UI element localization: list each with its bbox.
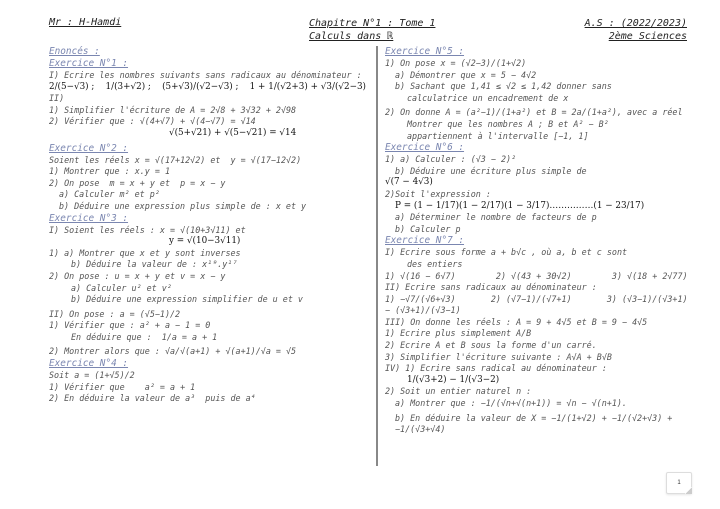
chapter-subtitle: Calculs dans ℝ	[309, 31, 394, 42]
ex3-line: 2) Montrer alors que : √a/√(a+1) + √(a+1)/√a = √5	[49, 346, 297, 357]
ex6-line: P = (1 − 1/17)(1 − 2/17)(1 − 3/17)……………(1 − 23/17)	[395, 200, 645, 211]
right-column	[385, 46, 695, 436]
ex7-line: 1/(√3+2) − 1/(√3−2)	[407, 374, 500, 385]
ex3-line: 2) On pose : u = x + y et v = x − y	[49, 270, 226, 281]
ex1-line: 2/(5−√3) ; 1/(3+√2) ; (5+√3)/(√2−√3) ; 1 + 1/(√2+3) + √3/(√2−3)	[49, 81, 366, 92]
ex7-line: a) Montrer que : −1/(√n+√(n+1)) = √n − √(n+1).	[395, 398, 627, 409]
ex2-line: 1) Montrer que : x.y = 1	[49, 166, 171, 177]
ex3-line: I) Soient les réels : x = √(10+3√11) et	[49, 224, 246, 235]
ex6-line: √(7 − 4√3)	[385, 177, 433, 188]
ex5-line: 2) On donne A = (a²−1)/(1+a²) et B = 2a/(1+a²), avec a réel	[385, 107, 683, 118]
ex6-line: a) Déterminer le nombre de facteurs de p	[395, 212, 597, 223]
ex7-line: 2) Soit un entier naturel n :	[385, 386, 532, 397]
ex5-line: Montrer que les nombres A ; B et A² − B²	[407, 118, 609, 129]
ex3-line: b) Déduire une expression simplifier de u et v	[71, 294, 303, 305]
ex1-line: √(5+√21) + √(5−√21) = √14	[169, 127, 297, 138]
ex5-line: b) Sachant que 1,41 ≤ √2 ≤ 1,42 donner sans	[395, 81, 612, 92]
ex7-line: b) En déduire la valeur de X = −1/(1+√2) + −1/(√2+√3) + −1/(√3+√4)	[395, 412, 678, 435]
exercise-6-title: Exercice N°6 :	[385, 142, 465, 154]
ex7-line: I) Ecrire sous forme a + b√c , où a, b et c sont	[385, 247, 628, 258]
ex6-line: b) Calculer p	[395, 223, 461, 234]
ex3-line: En déduire que : 1/a = a + 1	[71, 331, 218, 342]
ex2-line: b) Déduire une expression plus simple de : x et y	[59, 200, 307, 211]
ex2-line: Soient les réels x = √(17+12√2) et y = √(17−12√2)	[49, 154, 302, 165]
enonces-heading: Enoncés :	[49, 46, 100, 57]
ex3-line: 1) a) Montrer que x et y sont inverses	[49, 247, 241, 258]
ex4-line: 1) Vérifier que a² = a + 1	[49, 381, 196, 392]
exercise-7-title: Exercice N°7 :	[385, 235, 465, 247]
ex6-line: b) Déduire une écriture plus simple de	[395, 165, 587, 176]
ex1-line: II)	[49, 93, 65, 104]
ex3-line: a) Calculer u² et v²	[71, 282, 172, 293]
ex7-line: 2) Ecrire A et B sous la forme d'un carré.	[385, 340, 597, 351]
ex1-line: I) Ecrire les nombres suivants sans radicaux au dénominateur :	[49, 70, 362, 80]
ex3-line: b) Déduire la valeur de : x¹⁹.y¹⁷	[71, 259, 238, 270]
class-level: 2ème Sciences	[608, 31, 687, 42]
ex2-line: a) Calculer m² et p²	[59, 189, 160, 200]
exercise-2-title: Exercice N°2 :	[49, 142, 129, 154]
ex4-line: 2) En déduire la valeur de a³ puis de a⁴	[49, 393, 256, 404]
ex4-line: Soit a = (1+√5)/2	[49, 370, 135, 381]
ex5-line: appartiennent à l'intervalle [−1, 1]	[407, 130, 589, 141]
exercise-5-title: Exercice N°5 :	[385, 46, 465, 57]
exercise-4-title: Exercice N°4 :	[49, 358, 129, 370]
school-year: A.S : (2022/2023)	[584, 18, 687, 29]
ex3-line: II) On pose : a = (√5−1)/2	[49, 308, 181, 319]
exercise-3-title: Exercice N°3 :	[49, 212, 129, 224]
exercise-1-title: Exercice N°1 :	[49, 58, 129, 69]
ex6-line: 2)Soit l'expression :	[385, 188, 491, 199]
page-number-badge: 1	[666, 472, 692, 494]
ex6-line: 1) a) Calculer : (√3 − 2)²	[385, 154, 517, 165]
ex7-line: III) On donne les réels : A = 9 + 4√5 et B = 9 − 4√5	[385, 316, 648, 327]
ex7-line: 3) Simplifier l'écriture suivante : A√A + B√B	[385, 351, 612, 362]
ex2-line: 2) On pose m = x + y et p = x − y	[49, 177, 226, 188]
header-chapter	[309, 17, 435, 43]
header-teacher: Mr : H-Hamdi	[49, 17, 122, 28]
header-year	[585, 17, 687, 43]
ex1-line: 2) Vérifier que : √(4+√7) + √(4−√7) = √14	[49, 116, 256, 127]
ex5-line: a) Démontrer que x = 5 − 4√2	[395, 69, 537, 80]
ex7-line: 1) Ecrire plus simplement A/B	[385, 328, 532, 339]
ex3-line: 1) Vérifier que : a² + a − 1 = 0	[49, 320, 211, 331]
ex7-line: 1) −√7/(√6+√3) 2) (√7−1)/(√7+1) 3) (√3−1)/(√3+1) − (√3+1)/(√3−1)	[385, 293, 693, 316]
ex1-line: 1) Simplifier l'écriture de A = 2√8 + 3√32 + 2√98	[49, 104, 297, 115]
ex5-line: calculatrice un encadrement de x	[407, 92, 569, 103]
chapter-title: Chapitre N°1 : Tome 1	[309, 18, 436, 29]
ex7-line: IV) 1) Ecrire sans radical au dénominateur :	[385, 363, 607, 374]
ex7-line: II) Ecrire sans radicaux au dénominateur :	[385, 282, 597, 293]
ex3-line: y = √(10−3√11)	[169, 236, 241, 247]
ex7-line: des entiers	[407, 258, 463, 269]
left-column	[49, 46, 374, 405]
ex5-line: 1) On pose x = (√2−3)/(1+√2)	[385, 58, 527, 68]
column-divider	[376, 46, 378, 466]
ex7-line: 1) √(16 − 6√7) 2) √(43 + 30√2) 3) √(18 + 2√77)	[385, 270, 688, 281]
